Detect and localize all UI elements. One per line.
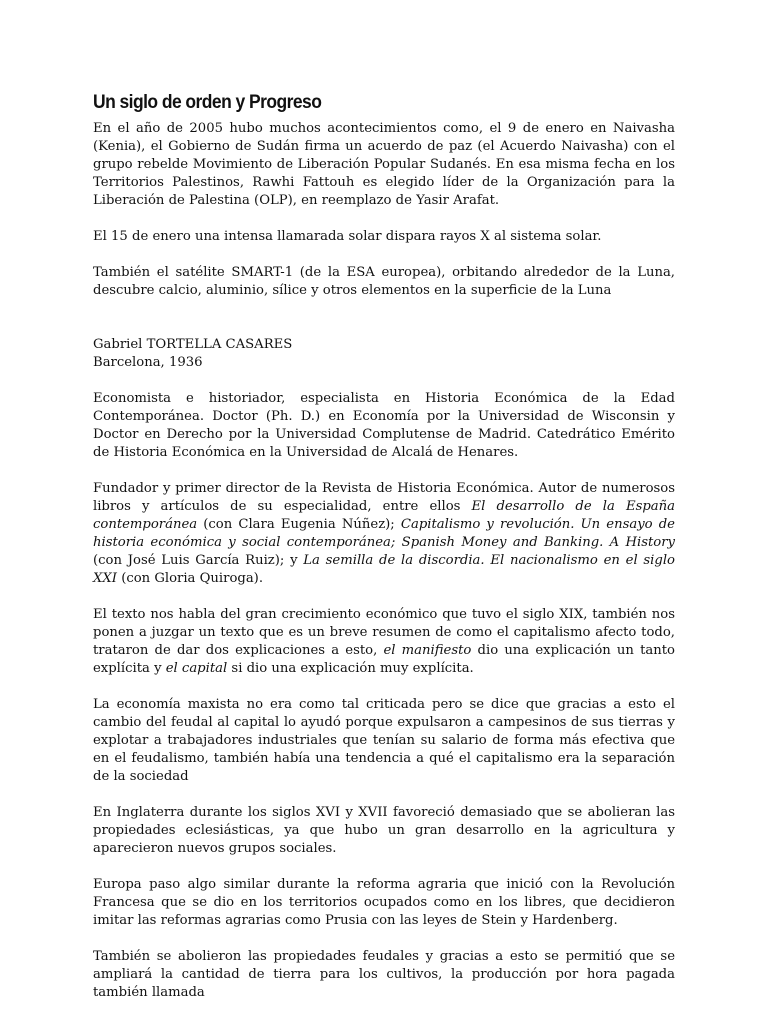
book-title: El desarrollo de la España contemporánea (93, 499, 675, 532)
paragraph-smart1: También el satélite SMART-1 (de la ESA europea), orbitando alrededor de la Luna, descubre calcio, aluminio, sílice y otros elementos en la superficie de la Luna (93, 265, 675, 298)
text-segment: (con Gloria Quiroga). (117, 571, 264, 586)
paragraph-author-works (93, 480, 675, 588)
paragraph-marxist-economy: La economía maxista no era como tal criticada pero se dice que gracias a esto el cambio del feudal al capital lo ayudó porque expulsaron a campesinos de sus tierras y explotar a trabajadores industriales que tenían su salario de forma más efectiva que en el feudalismo, también había una tendencia a qué el capitalismo era la separación de la sociedad (93, 697, 675, 784)
text-segment: si dio una explicación muy explícita. (227, 661, 474, 676)
spacer (93, 318, 675, 336)
book-title: La semilla de la discordia. El nacionalismo en el siglo XXI (93, 553, 675, 586)
author-name: Gabriel TORTELLA CASARES (93, 337, 293, 352)
book-title: Capitalismo y revolución. Un ensayo de historia económica y social contemporánea; Spanish Money and Banking. A History (93, 517, 675, 550)
text-segment: El texto nos habla del gran crecimiento económico que tuvo el siglo XIX, también nos ponen a juzgar un texto que es un breve resumen de como el capitalismo afecto todo, trataron de dar dos explicaciones a esto, (93, 607, 675, 658)
text-segment: Fundador y primer director de la Revista de Historia Económica. Autor de numerosos libros y artículos de su especialidad, entre ellos (93, 481, 675, 514)
paragraph-events-2005: En el año de 2005 hubo muchos acontecimientos como, el 9 de enero en Naivasha (Kenia), el Gobierno de Sudán firma un acuerdo de paz (el Acuerdo Naivasha) con el grupo rebelde Movimiento de Liberación Popular Sudanés. En esa misma fecha en los Territorios Palestinos, Rawhi Fattouh es elegido líder de la Organización para la Liberación de Palestina (OLP), en reemplazo de Yasir Arafat. (93, 121, 675, 208)
author-block (93, 336, 675, 372)
text-segment: dio una explicación un tanto explícita y (93, 643, 675, 676)
paragraph-text-summary (93, 606, 675, 678)
work-title: el manifiesto (383, 643, 472, 658)
paragraph-europe: Europa paso algo similar durante la reforma agraria que inició con la Revolución Francesa que se dio en los territorios ocupados como en los libres, que decidieron imitar las reformas agrarias como Prusia con las leyes de Stein y Hardenberg. (93, 877, 675, 928)
paragraph-england: En Inglaterra durante los siglos XVI y XVII favoreció demasiado que se abolieran las propiedades eclesiásticas, ya que hubo un gran desarrollo en la agricultura y aparecieron nuevos grupos sociales. (93, 805, 675, 856)
document-title: Un siglo de orden y Progreso (93, 92, 322, 113)
author-place: Barcelona, 1936 (93, 355, 203, 370)
text-segment: (con José Luis García Ruiz); y (93, 553, 304, 568)
document-page (93, 92, 675, 1020)
paragraph-author-bio: Economista e historiador, especialista en Historia Económica de la Edad Contemporánea. Doctor (Ph. D.) en Economía por la Universidad de Wisconsin y Doctor en Derecho por la Universidad Complutense de Madrid. Catedrático Emérito de Historia Económica en la Universidad de Alcalá de Henares. (93, 391, 675, 460)
work-title: el capital (165, 661, 228, 676)
text-segment: (con Clara Eugenia Núñez); (197, 517, 401, 532)
paragraph-solar-flare: El 15 de enero una intensa llamarada solar dispara rayos X al sistema solar. (93, 229, 602, 244)
paragraph-feudal-abolition: También se abolieron las propiedades feudales y gracias a esto se permitió que se ampliará la cantidad de tierra para los cultivos, la producción por hora pagada también llamada (93, 949, 675, 1000)
